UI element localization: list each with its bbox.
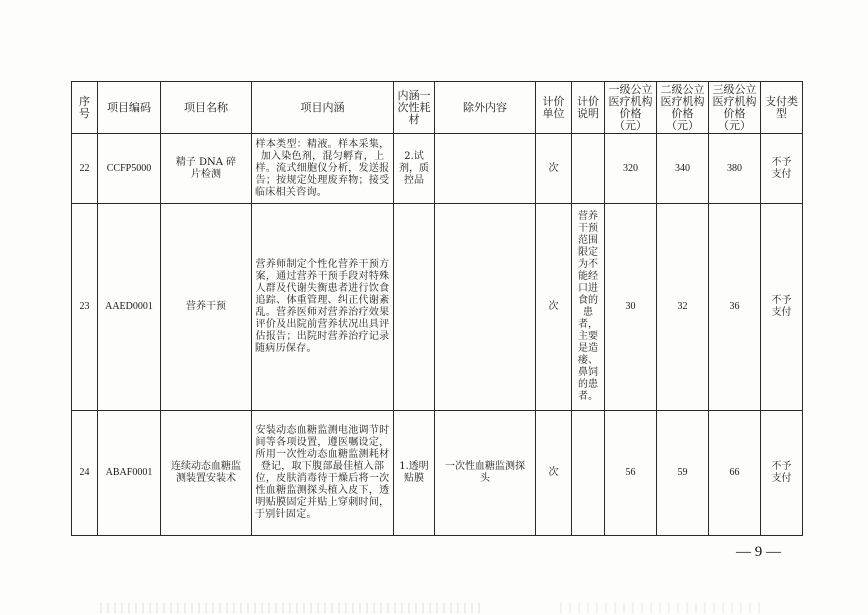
table-row bbox=[72, 134, 803, 204]
cell-excluded bbox=[435, 134, 536, 204]
cell-seq: 23 bbox=[72, 204, 98, 411]
cell-note bbox=[572, 134, 605, 204]
cell-price-level1: 30 bbox=[605, 204, 657, 411]
scan-edge-artifact bbox=[100, 603, 480, 613]
cell-price-level3: 36 bbox=[709, 204, 761, 411]
cell-payment: 不予支付 bbox=[761, 204, 803, 411]
header-unit: 计价单位 bbox=[536, 82, 572, 134]
cell-price-level1: 56 bbox=[605, 411, 657, 536]
cell-price-level2: 32 bbox=[657, 204, 709, 411]
fee-schedule-table bbox=[71, 81, 803, 536]
cell-consumables: 2.试剂，质控品 bbox=[394, 134, 435, 204]
cell-code: AAED0001 bbox=[98, 204, 161, 411]
cell-unit: 次 bbox=[536, 411, 572, 536]
cell-name: 精子 DNA 碎片检测 bbox=[161, 134, 252, 204]
header-price-level2: 二级公立医疗机构价格（元） bbox=[657, 82, 709, 134]
cell-name: 营养干预 bbox=[161, 204, 252, 411]
cell-note bbox=[572, 411, 605, 536]
cell-code: CCFP5000 bbox=[98, 134, 161, 204]
cell-excluded bbox=[435, 204, 536, 411]
page-number: — 9 — bbox=[736, 544, 781, 560]
cell-price-level2: 340 bbox=[657, 134, 709, 204]
header-seq: 序号 bbox=[72, 82, 98, 134]
header-name: 项目名称 bbox=[161, 82, 252, 134]
cell-seq: 24 bbox=[72, 411, 98, 536]
cell-price-level2: 59 bbox=[657, 411, 709, 536]
cell-unit: 次 bbox=[536, 204, 572, 411]
header-price-level3: 三级公立医疗机构价格（元） bbox=[709, 82, 761, 134]
header-excluded: 除外内容 bbox=[435, 82, 536, 134]
scan-edge-artifact bbox=[560, 603, 760, 613]
cell-content: 样本类型：精液。样本采集，加入染色剂，混匀孵育，上样。流式细胞仪分析，发送报告；按规定处理废弃物；接受临床相关咨询。 bbox=[252, 134, 394, 204]
cell-content: 营养师制定个性化营养干预方案，通过营养干预手段对特殊人群及代谢失衡患者进行饮食追踪、体重管理、纠正代谢紊乱。营养医师对营养治疗效果评价及出院前营养状况出具评估报告；出院时营养治疗记录随病历保存。 bbox=[252, 204, 394, 411]
cell-payment: 不予支付 bbox=[761, 134, 803, 204]
cell-seq: 22 bbox=[72, 134, 98, 204]
cell-content: 安装动态血糖监测电池调节时间等各项设置，遵医嘱设定，所用一次性动态血糖监测耗材登记，取下腹部最佳植入部位，皮肤消毒待干燥后将一次性血糖监测探头植入皮下，透明贴膜固定并贴上穿刺时间，于别针固定。 bbox=[252, 411, 394, 536]
cell-payment: 不予支付 bbox=[761, 411, 803, 536]
table-row bbox=[72, 411, 803, 536]
cell-price-level3: 380 bbox=[709, 134, 761, 204]
header-code: 项目编码 bbox=[98, 82, 161, 134]
cell-price-level1: 320 bbox=[605, 134, 657, 204]
cell-price-level3: 66 bbox=[709, 411, 761, 536]
header-payment: 支付类型 bbox=[761, 82, 803, 134]
header-price-level1: 一级公立医疗机构价格（元） bbox=[605, 82, 657, 134]
cell-consumables bbox=[394, 204, 435, 411]
table-row bbox=[72, 204, 803, 411]
cell-code: ABAF0001 bbox=[98, 411, 161, 536]
header-consumables: 内涵一次性耗材 bbox=[394, 82, 435, 134]
cell-note: 营养干预范围限定为不能经口进食的患者，主要是造瘘、鼻饲的患者。 bbox=[572, 204, 605, 411]
header-note: 计价说明 bbox=[572, 82, 605, 134]
header-content: 项目内涵 bbox=[252, 82, 394, 134]
cell-excluded: 一次性血糖监测探头 bbox=[435, 411, 536, 536]
cell-unit: 次 bbox=[536, 134, 572, 204]
cell-consumables: 1.透明贴膜 bbox=[394, 411, 435, 536]
table-header-row bbox=[72, 82, 803, 134]
cell-name: 连续动态血糖监测装置安装术 bbox=[161, 411, 252, 536]
